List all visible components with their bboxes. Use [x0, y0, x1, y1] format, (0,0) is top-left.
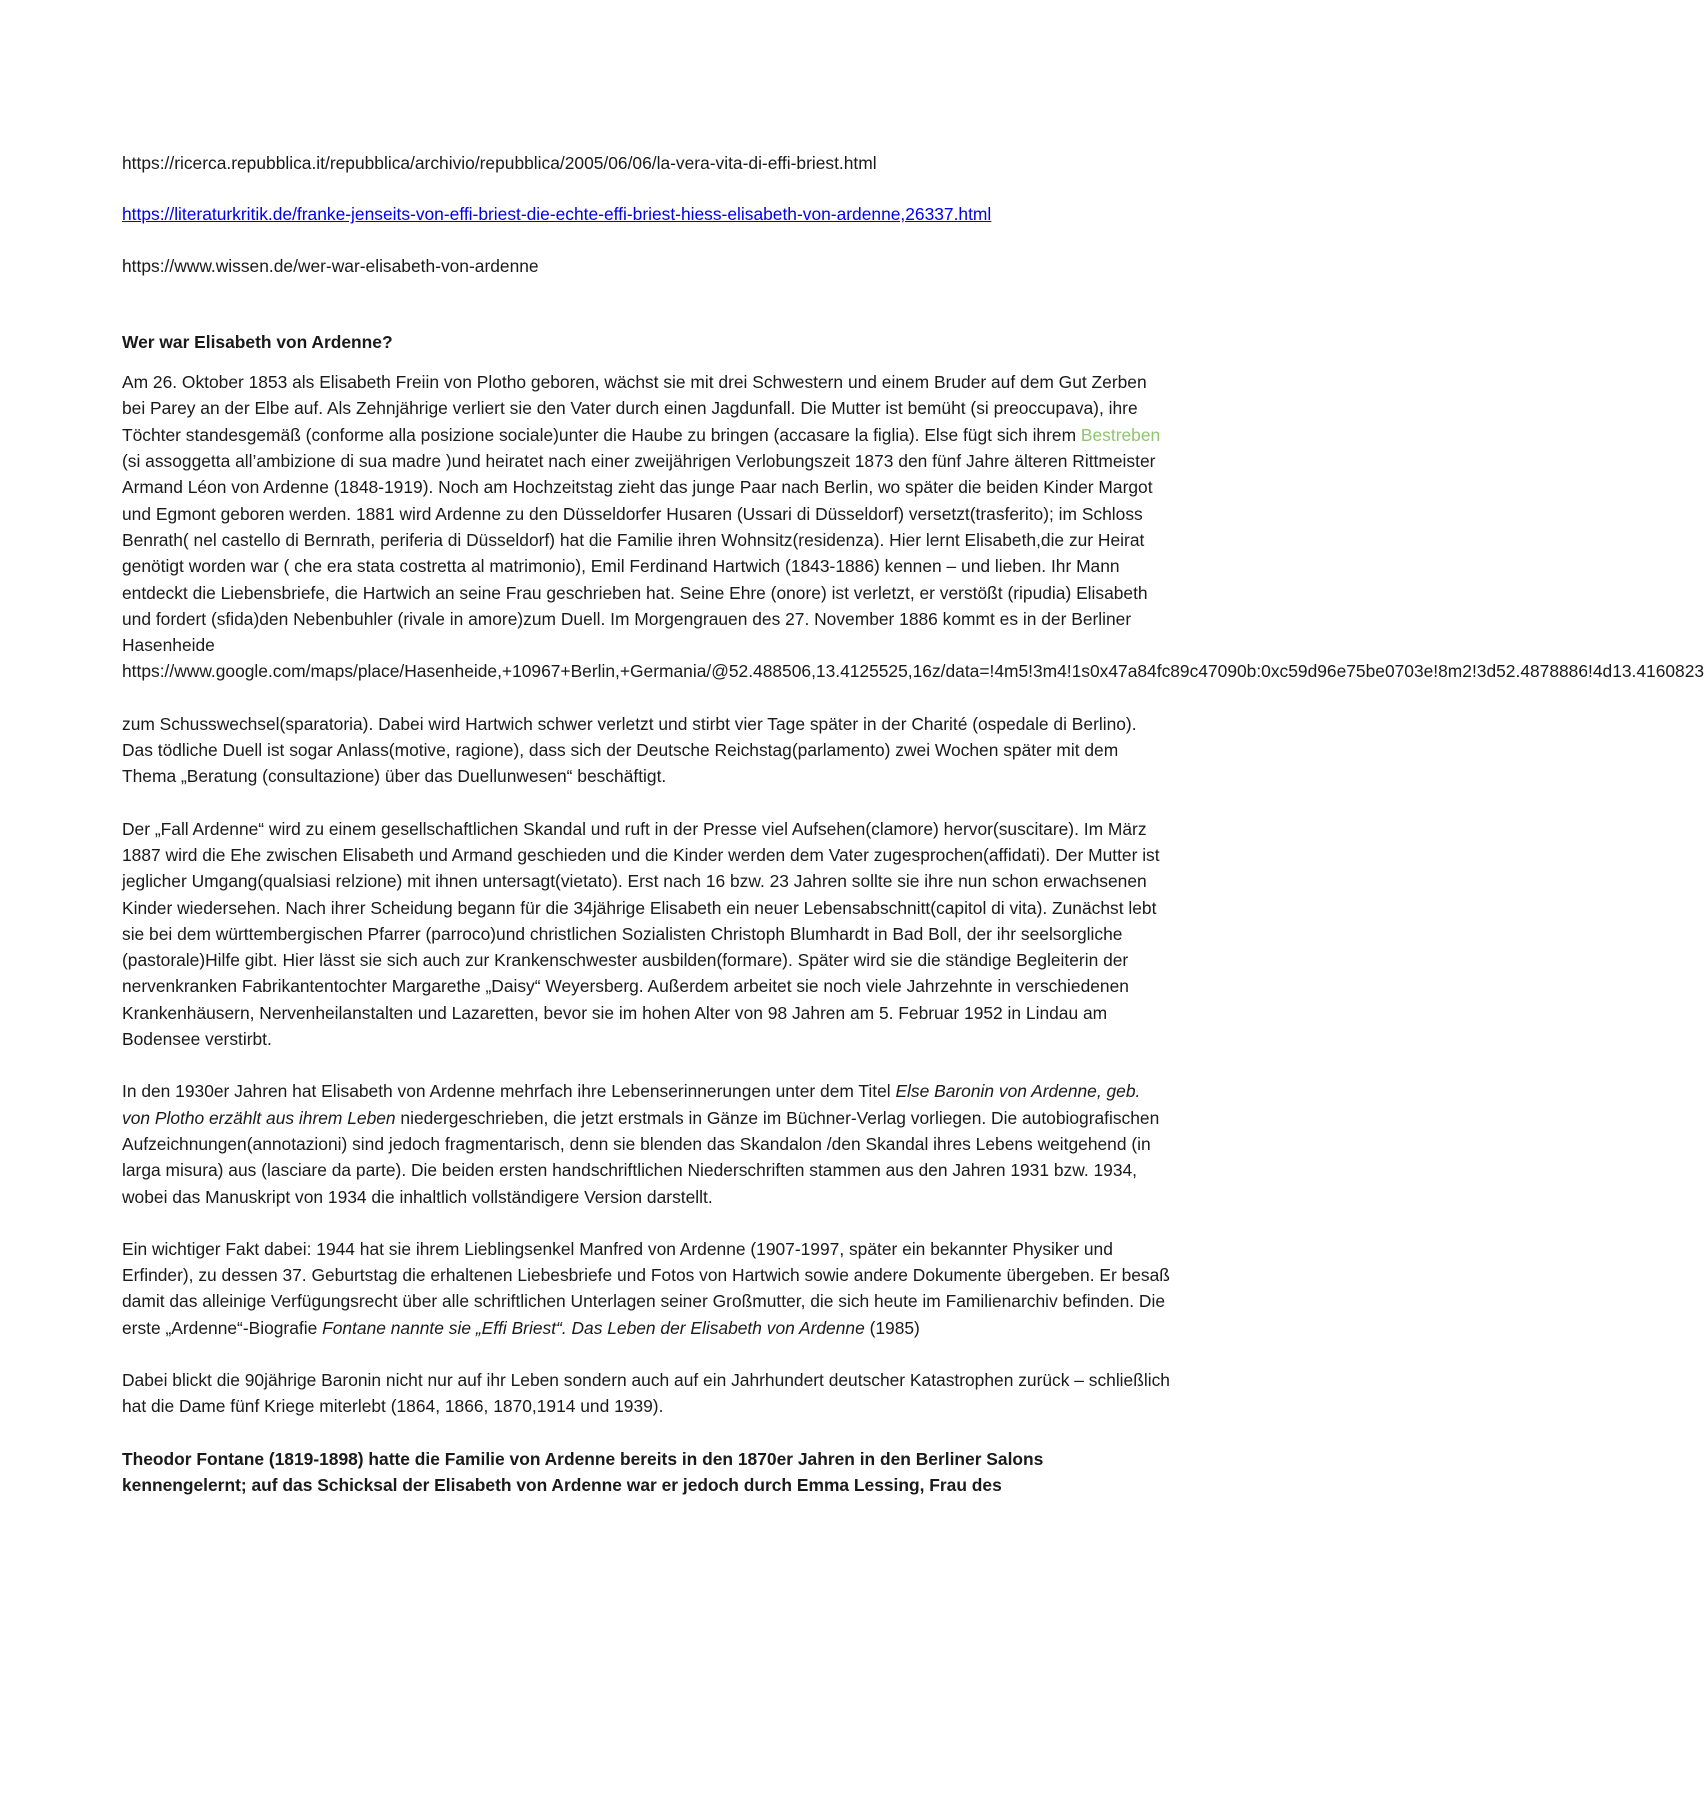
- document-page: [122, 150, 1704, 1524]
- paragraph-duel: zum Schusswechsel(sparatoria). Dabei wird Hartwich schwer verletzt und stirbt vier Tage später in der Charité (ospedale di Berlino). Das tödliche Duell ist sogar Anlass(motive, ragione), dass sich der Deutsche Reichstag(parlamento) zwei Wochen später mit dem Thema „Beratung (consultazione) über das Duellunwesen“ beschäftigt.: [122, 713, 1137, 787]
- section-heading: Wer war Elisabeth von Ardenne?: [122, 331, 393, 352]
- source-url-literaturkritik-line: [122, 201, 1172, 227]
- paragraph-memoirs-text-a: In den 1930er Jahren hat Elisabeth von Ardenne mehrfach ihre Lebenserinnerungen unter dem Titel: [122, 1081, 896, 1102]
- paragraph-fontane: Theodor Fontane (1819-1898) hatte die Familie von Ardenne bereits in den 1870er Jahren in den Berliner Salons kennengelernt; auf das Schicksal der Elisabeth von Ardenne war er jedoch durch Emma Lessing, Frau des: [122, 1448, 1044, 1495]
- source-url-wissen[interactable]: https://www.wissen.de/wer-war-elisabeth-von-ardenne: [122, 255, 539, 276]
- paragraph-century: Dabei blickt die 90jährige Baronin nicht nur auf ihr Leben sondern auch auf ein Jahrhundert deutscher Katastrophen zurück – schließlich hat die Dame fünf Kriege miterlebt (1864, 1866, 1870,1914 und 1939).: [122, 1369, 1170, 1417]
- paragraph-biography: [122, 369, 1704, 685]
- paragraph-biography-text-b: (si assoggetta all’ambizione di sua madre )und heiratet nach einer zweijährigen Verlobungszeit 1873 den fünf Jahre älteren Rittmeister Armand Léon von Ardenne (1848-1919). Noch am Hochzeitstag zieht das junge Paar nach Berlin, wo später die beiden Kinder Margot und Egmont geboren werden. 1881 wird Ardenne zu den Düsseldorfer Husaren (Ussari di Düsseldorf) versetzt(trasferito); im Schloss Benrath( nel castello di Bernrath, periferia di Düsseldorf) hat die Familie ihren Wohnsitz(residenza). Hier lernt Elisabeth,die zur Heirat genötigt worden war ( che era stata costretta al matrimonio), Emil Ferdinand Hartwich (1843-1886) kennen – und lieben. Ihr Mann entdeckt die Liebensbriefe, die Hartwich an seine Frau geschrieben hat. Seine Ehre (onore) ist verletzt, er verstößt (ripudia) Elisabeth und fordert (sfida)den Nebenbuhler (rivale in amore)zum Duell. Im Morgengrauen des 27. November 1886 kommt es in der Berliner Hasenheide https://www.google.com/maps/place/Hasenheide,+10967+Berlin,+Germania/@52.488506,13.4125525,16z/data=!4m5!3m4!1s0x47a84fc89c47090b:0xc59d96e75be0703e!8m2!3d52.4878886!4d13.4160823: [122, 451, 1704, 682]
- source-link-literaturkritik[interactable]: https://literaturkritik.de/franke-jenseits-von-effi-briest-die-echte-effi-briest-hiess-elisabeth-von-ardenne,26337.html: [122, 204, 992, 225]
- paragraph-grandson-text-b: (1985): [864, 1317, 920, 1338]
- paragraph-grandson: [122, 1236, 1172, 1341]
- memoir-title: Else Baronin von Ardenne, geb. von Plotho erzählt aus ihrem Leben: [122, 1081, 1141, 1128]
- paragraph-memoirs: [122, 1078, 1172, 1209]
- paragraph-biography-text-a: Am 26. Oktober 1853 als Elisabeth Freiin von Plotho geboren, wächst sie mit drei Schwestern und einem Bruder auf dem Gut Zerben bei Parey an der Elbe auf. Als Zehnjährige verliert sie den Vater durch einen Jagdunfall. Die Mutter ist bemüht (si preoccupava), ihre Töchter standesgemäß (conforme alla posizione sociale)unter die Haube zu bringen (accasare la figlia). Else fügt sich ihrem: [122, 372, 1147, 445]
- paragraph-grandson-text-a: Ein wichtiger Fakt dabei: 1944 hat sie ihrem Lieblingsenkel Manfred von Ardenne (1907-1997, später ein bekannter Physiker und Erfinder), zu dessen 37. Geburtstag die erhaltenen Liebesbriefe und Fotos von Hartwich sowie andere Dokumente übergeben. Er besaß damit das alleinige Verfügungsrecht über alle schriftlichen Unterlagen seiner Großmutter, die sich heute im Familienarchiv befinden. Die erste „Ardenne“-Biografie: [122, 1238, 1170, 1338]
- paragraph-scandal: Der „Fall Ardenne“ wird zu einem gesellschaftlichen Skandal und ruft in der Presse viel Aufsehen(clamore) hervor(suscitare). Im März 1887 wird die Ehe zwischen Elisabeth und Armand geschieden und die Kinder werden dem Vater zugesprochen(affidati). Der Mutter ist jeglicher Umgang(qualsiasi relzione) mit ihnen untersagt(vietato). Erst nach 16 bzw. 23 Jahren sollte sie ihre nun schon erwachsenen Kinder wiedersehen. Nach ihrer Scheidung begann für die 34jährige Elisabeth ein neuer Lebensabschnitt(capitol di vita). Zunächst lebt sie bei dem württembergischen Pfarrer (parroco)und christlichen Sozialisten Christoph Blumhardt in Bad Boll, der ihr seelsorgliche (pastorale)Hilfe gibt. Hier lässt sie sich auch zur Krankenschwester ausbilden(formare). Später wird sie die ständige Begleiterin der nervenkranken Fabrikantentochter Margarethe „Daisy“ Weyersberg. Außerdem arbeitet sie noch viele Jahrzehnte in verschiedenen Krankenhäusern, Nervenheilanstalten und Lazaretten, bevor sie im hohen Alter von 98 Jahren am 5. Februar 1952 in Lindau am Bodensee verstirbt.: [122, 818, 1160, 1050]
- biography-title: Fontane nannte sie „Effi Briest“. Das Leben der Elisabeth von Ardenne: [322, 1317, 865, 1338]
- paragraph-memoirs-text-b: niedergeschrieben, die jetzt erstmals in Gänze im Büchner-Verlag vorliegen. Die autobiografischen Aufzeichnungen(annotazioni) sind jedoch fragmentarisch, denn sie blenden das Skandalon /den Skandal ihres Lebens weitgehend (in larga misura) aus (lasciare da parte). Die beiden ersten handschriftlichen Niederschriften stammen aus den Jahren 1931 bzw. 1934, wobei das Manuskript von 1934 die inhaltlich vollständigere Version darstellt.: [122, 1107, 1160, 1207]
- source-url-repubblica[interactable]: https://ricerca.repubblica.it/repubblica/archivio/repubblica/2005/06/06/la-vera-vita-di-effi-briest.html: [122, 153, 877, 173]
- highlighted-word: Bestreben: [1080, 424, 1161, 445]
